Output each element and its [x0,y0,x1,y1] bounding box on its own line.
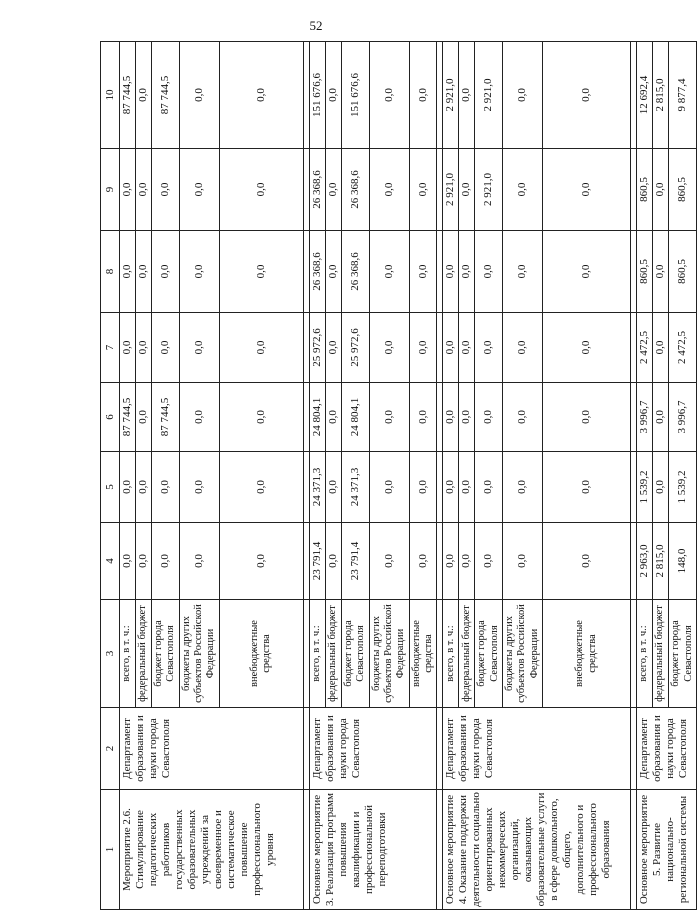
funding-source-cell: внебюджетные средства [219,600,303,708]
funding-source-cell: бюджеты других субъектов Российской Федерации [179,600,219,708]
value-cell: 0,0 [443,231,459,313]
value-cell: 0,0 [151,149,179,231]
value-cell: 0,0 [543,313,631,383]
funding-source-cell: внебюджетные средства [543,600,631,708]
value-cell: 0,0 [369,231,409,313]
value-cell: 0,0 [120,523,136,600]
table-row [309,42,325,910]
funding-source-cell: федеральный бюджет [653,600,669,708]
value-cell: 2 921,0 [475,42,503,149]
value-cell: 0,0 [325,149,341,231]
funding-source-cell: бюджет города Севастополя [151,600,179,708]
value-cell: 1 539,2 [669,452,697,523]
value-cell: 0,0 [459,383,475,452]
value-cell: 151 676,6 [309,42,325,149]
col-number: 6 [101,383,120,452]
value-cell: 0,0 [503,42,543,149]
funding-source-cell: всего, в т. ч.: [443,600,459,708]
value-cell: 23 791,4 [341,523,369,600]
value-cell: 0,0 [325,383,341,452]
value-cell: 1 539,2 [637,452,653,523]
funding-source-cell: бюджет города Севастополя [475,600,503,708]
value-cell: 0,0 [151,313,179,383]
value-cell: 26 368,6 [341,149,369,231]
funding-source-cell: всего, в т. ч.: [637,600,653,708]
value-cell: 24 804,1 [341,383,369,452]
value-cell: 0,0 [653,149,669,231]
col-number: 8 [101,231,120,313]
value-cell: 0,0 [135,42,151,149]
value-cell: 0,0 [135,149,151,231]
value-cell: 0,0 [179,523,219,600]
value-cell: 0,0 [179,313,219,383]
funding-source-cell: федеральный бюджет [459,600,475,708]
value-cell: 0,0 [325,42,341,149]
value-cell: 2 472,5 [669,313,697,383]
value-cell: 0,0 [120,149,136,231]
value-cell: 87 744,5 [120,42,136,149]
budget-table [100,41,697,910]
value-cell: 0,0 [325,231,341,313]
value-cell: 0,0 [459,149,475,231]
value-cell: 0,0 [179,149,219,231]
value-cell: 0,0 [151,231,179,313]
value-cell: 0,0 [475,313,503,383]
value-cell: 0,0 [543,231,631,313]
value-cell: 0,0 [653,452,669,523]
funding-source-cell: бюджет города Севастополя [669,600,697,708]
value-cell: 0,0 [369,313,409,383]
value-cell: 0,0 [325,523,341,600]
department-cell: Департамент образования и науки города Севастополя [120,708,304,790]
value-cell: 0,0 [179,452,219,523]
col-number: 9 [101,149,120,231]
value-cell: 2 472,5 [637,313,653,383]
value-cell: 0,0 [503,149,543,231]
event-title-cell: Основное мероприятие 5. Развитие национально-региональной системы [637,790,697,910]
value-cell: 0,0 [179,231,219,313]
value-cell: 0,0 [475,231,503,313]
value-cell: 0,0 [219,149,303,231]
value-cell: 0,0 [369,452,409,523]
value-cell: 2 921,0 [475,149,503,231]
value-cell: 87 744,5 [151,42,179,149]
value-cell: 0,0 [653,231,669,313]
funding-source-cell: бюджеты других субъектов Российской Федерации [503,600,543,708]
value-cell: 0,0 [443,383,459,452]
value-cell: 0,0 [179,42,219,149]
table-row [120,42,136,910]
value-cell: 0,0 [135,452,151,523]
value-cell: 0,0 [543,42,631,149]
value-cell: 0,0 [219,383,303,452]
value-cell: 0,0 [503,523,543,600]
value-cell: 0,0 [543,523,631,600]
value-cell: 0,0 [409,231,437,313]
value-cell: 0,0 [543,452,631,523]
value-cell: 25 972,6 [309,313,325,383]
value-cell: 87 744,5 [151,383,179,452]
value-cell: 0,0 [459,452,475,523]
value-cell: 12 692,4 [637,42,653,149]
value-cell: 2 963,0 [637,523,653,600]
value-cell: 0,0 [475,452,503,523]
value-cell: 0,0 [135,231,151,313]
value-cell: 860,5 [669,149,697,231]
value-cell: 0,0 [503,383,543,452]
value-cell: 23 791,4 [309,523,325,600]
value-cell: 0,0 [179,383,219,452]
value-cell: 0,0 [475,383,503,452]
value-cell: 0,0 [459,523,475,600]
event-title-cell: Основное мероприятие 4. Оказание поддержки деятельности социально ориентированных некоммерческих организаций, оказывающих образовательные услуги в сфере дошкольного, общего, дополнительного и профессионального образования [443,790,631,910]
value-cell: 0,0 [120,452,136,523]
rotated-table-container [100,42,694,910]
col-number: 3 [101,600,120,708]
value-cell: 0,0 [219,313,303,383]
col-number: 1 [101,790,120,910]
value-cell: 0,0 [135,313,151,383]
value-cell: 2 921,0 [443,149,459,231]
value-cell: 0,0 [369,523,409,600]
value-cell: 0,0 [135,523,151,600]
value-cell: 0,0 [459,313,475,383]
value-cell: 24 371,3 [309,452,325,523]
department-cell: Департамент образования и науки города Севастополя [309,708,437,790]
table-row [637,42,653,910]
value-cell: 0,0 [409,383,437,452]
value-cell: 0,0 [120,313,136,383]
col-number: 4 [101,523,120,600]
funding-source-cell: внебюджетные средства [409,600,437,708]
value-cell: 2 815,0 [653,523,669,600]
value-cell: 860,5 [669,231,697,313]
value-cell: 0,0 [543,149,631,231]
funding-source-cell: федеральный бюджет [325,600,341,708]
value-cell: 0,0 [409,452,437,523]
value-cell: 0,0 [443,452,459,523]
value-cell: 24 371,3 [341,452,369,523]
value-cell: 148,0 [669,523,697,600]
value-cell: 0,0 [151,452,179,523]
value-cell: 0,0 [503,452,543,523]
table-row [443,42,459,910]
value-cell: 2 921,0 [443,42,459,149]
department-cell: Департамент образования и науки города Севастополя [443,708,631,790]
value-cell: 0,0 [369,149,409,231]
funding-source-cell: всего, в т. ч.: [120,600,136,708]
value-cell: 0,0 [443,313,459,383]
value-cell: 0,0 [369,42,409,149]
value-cell: 0,0 [325,313,341,383]
value-cell: 0,0 [409,523,437,600]
value-cell: 25 972,6 [341,313,369,383]
value-cell: 87 744,5 [120,383,136,452]
funding-source-cell: всего, в т. ч.: [309,600,325,708]
value-cell: 3 996,7 [669,383,697,452]
value-cell: 26 368,6 [341,231,369,313]
value-cell: 0,0 [653,313,669,383]
value-cell: 0,0 [409,313,437,383]
value-cell: 0,0 [120,231,136,313]
department-cell: Департамент образования и науки города Севастополя [637,708,697,790]
funding-source-cell: федеральный бюджет [135,600,151,708]
value-cell: 0,0 [219,42,303,149]
value-cell: 24 804,1 [309,383,325,452]
value-cell: 26 368,6 [309,149,325,231]
value-cell: 0,0 [325,452,341,523]
page-number: 52 [309,18,323,33]
value-cell: 0,0 [459,42,475,149]
col-number: 2 [101,708,120,790]
value-cell: 26 368,6 [309,231,325,313]
value-cell: 0,0 [503,313,543,383]
value-cell: 3 996,7 [637,383,653,452]
value-cell: 0,0 [443,523,459,600]
col-number: 5 [101,452,120,523]
value-cell: 0,0 [653,383,669,452]
funding-source-cell: бюджет города Севастополя [341,600,369,708]
col-number: 7 [101,313,120,383]
column-number-row [101,42,120,910]
event-title-cell: Основное мероприятие 3. Реализация программ повышения квалификации и профессиональной переподготовки [309,790,437,910]
value-cell: 2 815,0 [653,42,669,149]
value-cell: 0,0 [459,231,475,313]
value-cell: 151 676,6 [341,42,369,149]
funding-source-cell: бюджеты других субъектов Российской Федерации [369,600,409,708]
value-cell: 9 877,4 [669,42,697,149]
value-cell: 0,0 [543,383,631,452]
value-cell: 860,5 [637,231,653,313]
value-cell: 0,0 [151,523,179,600]
value-cell: 0,0 [219,231,303,313]
value-cell: 0,0 [135,383,151,452]
value-cell: 0,0 [503,231,543,313]
value-cell: 0,0 [369,383,409,452]
value-cell: 0,0 [219,452,303,523]
value-cell: 0,0 [409,149,437,231]
table-body [120,42,697,910]
value-cell: 0,0 [475,523,503,600]
col-number: 10 [101,42,120,149]
value-cell: 860,5 [637,149,653,231]
value-cell: 0,0 [219,523,303,600]
value-cell: 0,0 [409,42,437,149]
event-title-cell: Мероприятие 2.6. Стимулирование педагогических работников государственных образовательных учреждений за своевременное и систематическое повышение профессионального уровня [120,790,304,910]
